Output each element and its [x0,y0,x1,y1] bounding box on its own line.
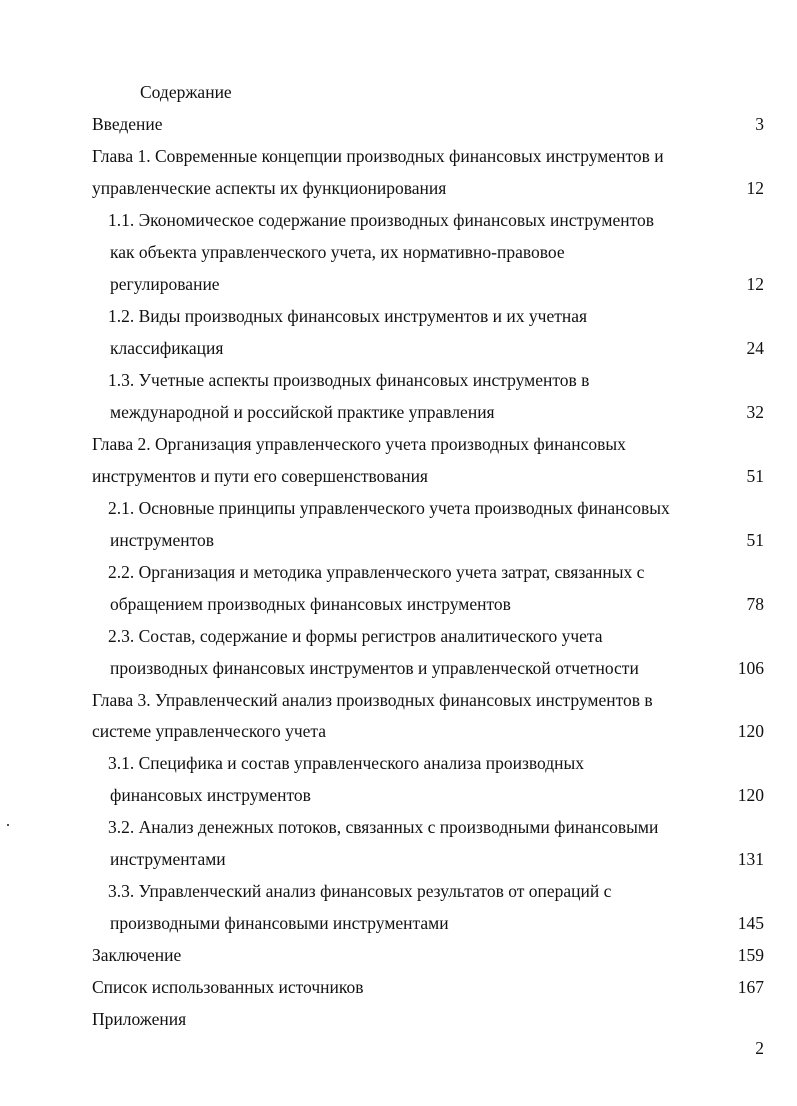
toc-line: Заключение [92,945,182,965]
toc-page-number: 78 [746,594,764,614]
toc-line: 1.2. Виды производных финансовых инструментов и их учетная [108,306,588,326]
toc-line: международной и российской практике управления [110,402,495,422]
toc-line: производных финансовых инструментов и управленческой отчетности [110,658,639,678]
toc-line: производными финансовыми инструментами [110,913,449,933]
toc-line: 3.2. Анализ денежных потоков, связанных с производными финансовыми [108,817,659,837]
toc-page-number: 120 [737,721,764,741]
toc-page-number: 24 [746,338,764,358]
scan-speck [7,824,9,826]
toc-page-number: 12 [746,178,764,198]
toc-line: 1.1. Экономическое содержание производных финансовых инструментов [108,210,655,230]
page-title: Содержание [140,82,232,102]
toc-line: 2.3. Состав, содержание и формы регистров аналитического учета [108,626,603,646]
toc-page-number: 159 [737,945,764,965]
page-number: 2 [755,1038,764,1058]
toc-line: как объекта управленческого учета, их нормативно-правовое [110,242,565,262]
toc-line: регулирование [110,274,220,294]
toc-line: классификация [110,338,224,358]
toc-line: инструментов [110,530,215,550]
toc-page-number: 120 [737,785,764,805]
toc-page-number: 3 [755,114,764,134]
toc-line: 3.1. Специфика и состав управленческого анализа производных [108,753,585,773]
toc-line: Глава 3. Управленческий анализ производных финансовых инструментов в [92,690,653,710]
toc-line: 2.1. Основные принципы управленческого учета производных финансовых [108,498,670,518]
toc-page-number: 51 [746,530,764,550]
toc-line: 1.3. Учетные аспекты производных финансовых инструментов в [108,370,590,390]
toc-line: системе управленческого учета [92,721,327,741]
toc-line: управленческие аспекты их функционирования [92,178,447,198]
toc-line: инструментов и пути его совершенствования [92,466,428,486]
toc-page-number: 131 [737,849,764,869]
toc-line: Глава 1. Современные концепции производных финансовых инструментов и [92,146,664,166]
toc-line: инструментами [110,849,226,869]
toc-page-number: 145 [737,913,764,933]
toc-line: финансовых инструментов [110,785,311,805]
toc-page-number: 51 [746,466,764,486]
toc-page-number: 106 [737,658,764,678]
toc-page-number: 12 [746,274,764,294]
toc-line: 3.3. Управленческий анализ финансовых результатов от операций с [108,881,612,901]
toc-line: 2.2. Организация и методика управленческого учета затрат, связанных с [108,562,645,582]
toc-line: Список использованных источников [92,977,364,997]
toc-line: Приложения [92,1009,187,1029]
toc-page-number: 167 [737,977,764,997]
toc-line: обращением производных финансовых инструментов [110,594,511,614]
toc-line: Глава 2. Организация управленческого учета производных финансовых [92,434,626,454]
toc-line: Введение [92,114,163,134]
toc-page-number: 32 [746,402,764,422]
